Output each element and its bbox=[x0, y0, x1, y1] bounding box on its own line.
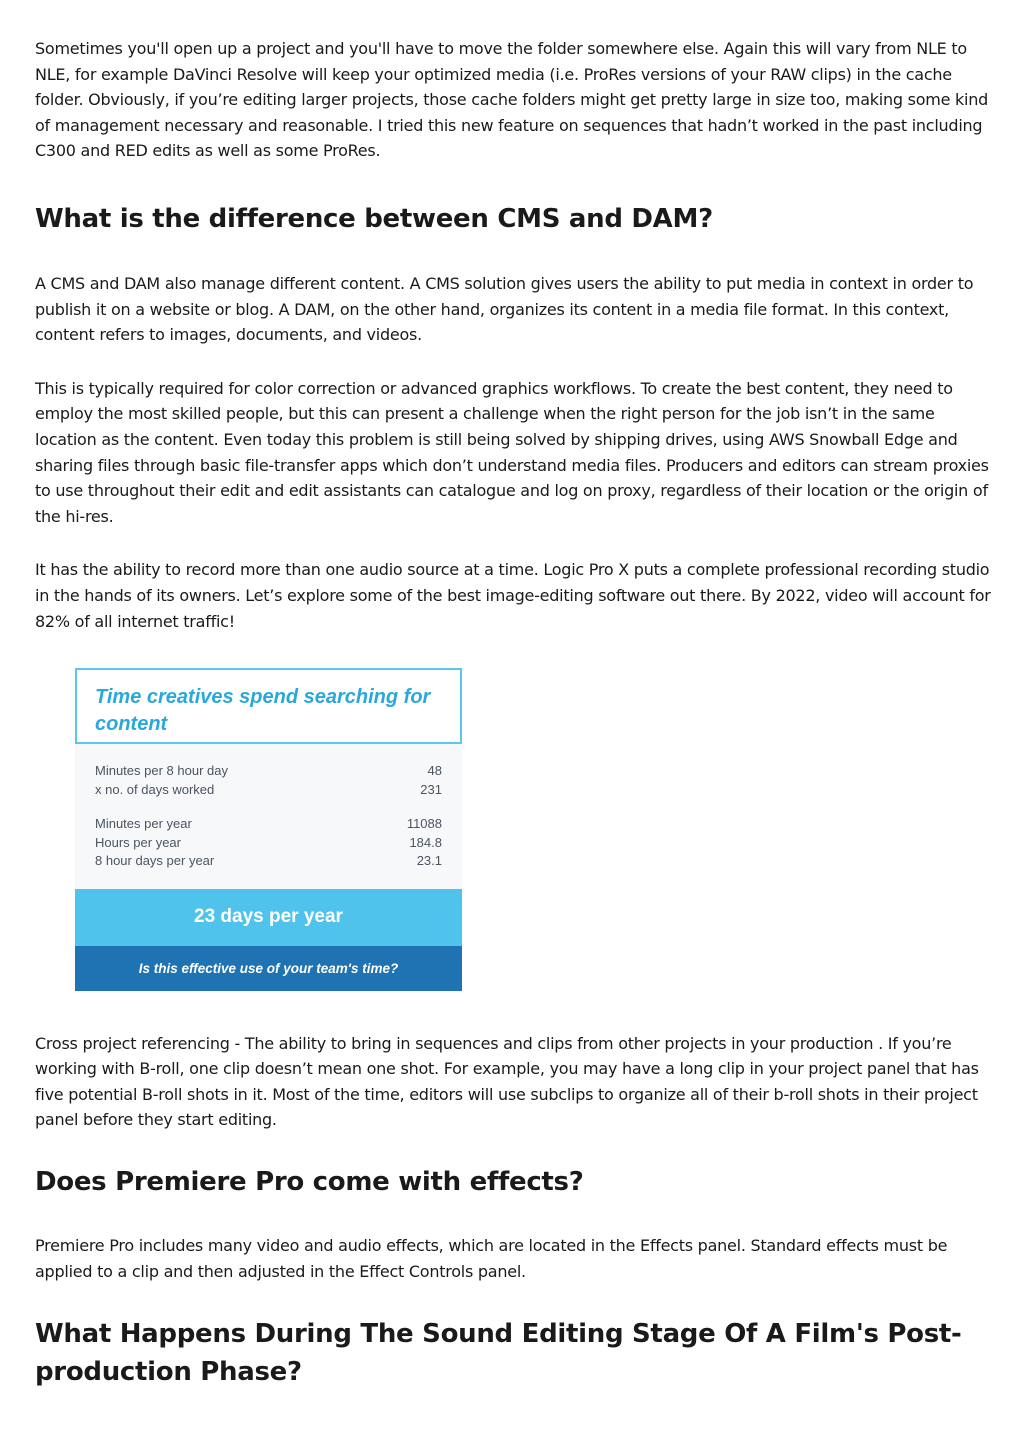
infographic-row-label: Minutes per year bbox=[95, 816, 192, 832]
infographic-result: 23 days per year bbox=[75, 889, 462, 946]
infographic-row bbox=[95, 762, 442, 781]
infographic-row bbox=[95, 852, 442, 871]
paragraph-project-folder: Sometimes you'll open up a project and you'll have to move the folder somewhere else. Again this will vary from NLE to NLE, for example DaVinci Resolve will keep your optimized media (i.e. ProRes versions of your RAW clips) in the cache folder. Obviously, if you’re editing larger projects, those cache folders might get pretty large in size too, making some kind of management necessary and reasonable. I tried this new feature on sequences that hadn’t worked in the past including C300 and RED edits as well as some ProRes. bbox=[35, 39, 989, 161]
infographic-body bbox=[75, 744, 462, 889]
infographic-spacer bbox=[95, 799, 442, 815]
article bbox=[35, 36, 993, 1391]
heading-premiere-effects: Does Premiere Pro come with effects? bbox=[35, 1166, 584, 1197]
infographic-row-label: Hours per year bbox=[95, 834, 181, 850]
paragraph-color-correction: This is typically required for color correction or advanced graphics workflows. To create the best content, they need to employ the most skilled people, but this can present a challenge when the right person for the job isn’t in the same location as the content. Even today this problem is still being solved by shipping drives, using AWS Snowball Edge and sharing files through basic file-transfer apps which don’t understand media files. Producers and editors can stream proxies to use throughout their edit and edit assistants can catalogue and log on proxy, regardless of their location or the origin of the hi-res. bbox=[35, 378, 989, 526]
infographic-row-label: Minutes per 8 hour day bbox=[95, 763, 228, 779]
infographic-row-value: 231 bbox=[420, 781, 442, 797]
infographic-row bbox=[95, 781, 442, 800]
infographic-question: Is this effective use of your team's time? bbox=[75, 946, 462, 991]
infographic-row-value: 184.8 bbox=[409, 834, 442, 850]
paragraph-audio-recording: It has the ability to record more than one audio source at a time. Logic Pro X puts a complete professional recording studio in the hands of its owners. Let’s explore some of the best image-editing software out there. By 2022, video will account for 82% of all internet traffic! bbox=[35, 560, 991, 631]
infographic-row-label: 8 hour days per year bbox=[95, 853, 215, 869]
infographic-title: Time creatives spend searching for content bbox=[75, 668, 462, 744]
infographic-time-searching bbox=[75, 668, 462, 991]
paragraph-premiere-effects: Premiere Pro includes many video and audio effects, which are located in the Effects panel. Standard effects must be applied to a clip and then adjusted in the Effect Controls panel. bbox=[35, 1235, 948, 1281]
paragraph-cross-project: Cross project referencing - The ability to bring in sequences and clips from other projects in your production . If you’re working with B-roll, one clip doesn’t mean one shot. For example, you may have a long clip in your project panel that has five potential B-roll shots in it. Most of the time, editors will use subclips to organize all of their b-roll shots in their project panel before they start editing. bbox=[35, 1033, 979, 1130]
infographic-row-value: 48 bbox=[427, 763, 442, 779]
infographic-row-value: 11088 bbox=[406, 816, 442, 832]
infographic-row-label: x no. of days worked bbox=[95, 781, 215, 797]
heading-cms-vs-dam: What is the difference between CMS and DAM? bbox=[35, 203, 713, 234]
heading-sound-editing: What Happens During The Sound Editing Stage Of A Film's Post-production Phase? bbox=[35, 1319, 962, 1388]
paragraph-cms-dam: A CMS and DAM also manage different content. A CMS solution gives users the ability to put media in context in order to publish it on a website or blog. A DAM, on the other hand, organizes its content in a media file format. In this context, content refers to images, documents, and videos. bbox=[35, 273, 974, 345]
infographic-row-value: 23.1 bbox=[416, 853, 442, 869]
infographic-row bbox=[95, 834, 442, 853]
infographic-row bbox=[95, 815, 442, 834]
